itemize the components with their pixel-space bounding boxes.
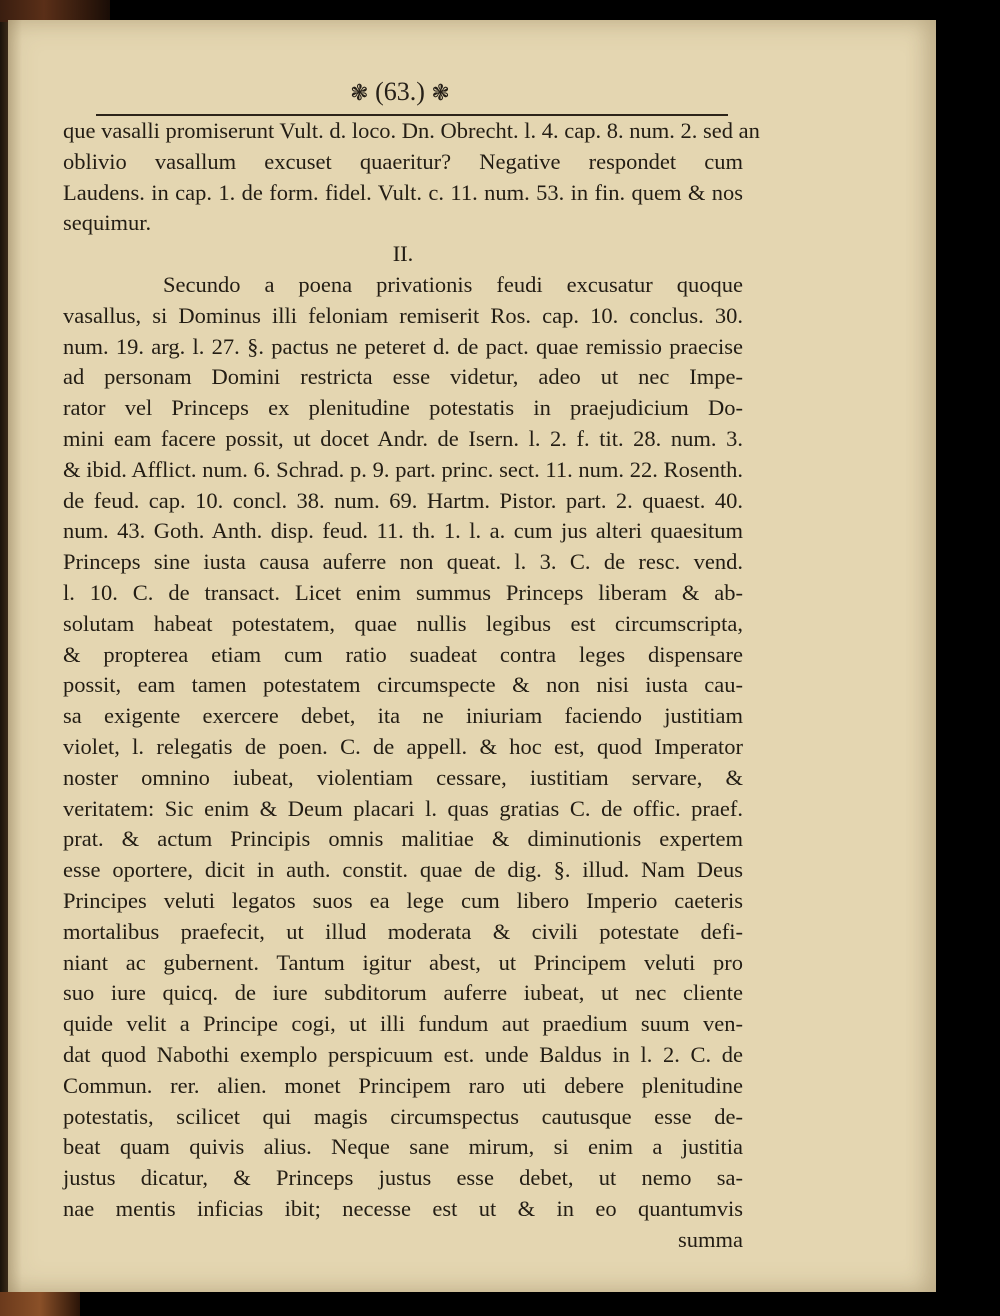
text-line: Princeps sine iusta causa auferre non queat. l. 3. C. de resc. vend. — [63, 549, 743, 575]
text-line: de feud. cap. 10. concl. 38. num. 69. Hartm. Pistor. part. 2. quaest. 40. — [63, 487, 743, 513]
text-line: num. 19. arg. l. 27. §. pactus ne peteret d. de pact. quae remissio praecise — [63, 333, 743, 359]
paragraph-main — [63, 270, 743, 1225]
text-line: rator vel Princeps ex plenitudine potestatis in praejudicium Do- — [63, 395, 743, 421]
text-line: veritatem: Sic enim & Deum placari l. quas gratias C. de offic. praef. — [63, 795, 743, 821]
text-line: vasallus, si Dominus illi feloniam remiserit Ros. cap. 10. conclus. 30. — [63, 302, 743, 328]
text-line: violet, l. relegatis de poen. C. de appell. & hoc est, quod Imperator — [63, 733, 743, 759]
text-line: solutam habeat potestatem, quae nullis legibus est circumscripta, — [63, 610, 743, 636]
text-line: mini eam facere possit, ut docet Andr. de Isern. l. 2. f. tit. 28. num. 3. — [63, 425, 743, 451]
text-line: Commun. rer. alien. monet Principem raro uti debere plenitudine — [63, 1072, 743, 1098]
text-line: noster omnino iubeat, violentiam cessare, iustitiam servare, & — [63, 764, 743, 790]
book-edge-top — [0, 0, 110, 22]
text-line: prat. & actum Principis omnis malitiae & diminutionis expertem — [63, 826, 743, 852]
book-spine — [0, 22, 8, 1292]
text-line: mortalibus praefecit, ut illud moderata & civili potestate defi- — [63, 918, 743, 944]
text-line: esse oportere, dicit in auth. constit. quae de dig. §. illud. Nam Deus — [63, 857, 743, 883]
page-body — [63, 116, 760, 1255]
text-line: beat quam quivis alius. Neque sane mirum, si enim a justitia — [63, 1134, 743, 1160]
page-number: (63.) — [375, 77, 425, 106]
flower-ornament-icon: ❃ — [431, 80, 450, 105]
text-line: sequimur. — [63, 210, 152, 236]
text-line: dat quod Nabothi exemplo perspicuum est. unde Baldus in l. 2. C. de — [63, 1041, 743, 1067]
text-line: nae mentis inficias ibit; necesse est ut & in eo quantumvis — [63, 1195, 743, 1221]
text-line: Principes veluti legatos suos ea lege cum libero Imperio caeteris — [63, 887, 743, 913]
text-line: suo iure quicq. de iure subditorum auferre iubeat, ut nec cliente — [63, 980, 743, 1006]
text-line: possit, eam tamen potestatem circumspecte & non nisi iusta cau- — [63, 672, 743, 698]
text-line: oblivio vasallum excuset quaeritur? Negative respondet cum — [63, 148, 743, 174]
text-line: ad personam Domini restricta esse videtur, adeo ut nec Impe- — [63, 364, 743, 390]
text-line: justus dicatur, & Princeps justus esse debet, ut nemo sa- — [63, 1165, 743, 1191]
section-heading — [63, 239, 743, 270]
text-line: sa exigente exercere debet, ita ne iniuriam faciendo justitiam — [63, 703, 743, 729]
text-line: niant ac gubernent. Tantum igitur abest, ut Principem veluti pro — [63, 949, 743, 975]
text-line: & propterea etiam cum ratio suadeat contra leges dispensare — [63, 641, 743, 667]
page-fold-shadow — [8, 20, 22, 1292]
book-edge-bottom — [0, 1292, 80, 1316]
flower-ornament-icon: ❃ — [350, 80, 369, 105]
text-line: l. 10. C. de transact. Licet enim summus Princeps liberam & ab- — [63, 579, 743, 605]
text-line: potestatis, scilicet qui magis circumspectus cautusque esse de- — [63, 1103, 743, 1129]
section-number: II. — [392, 241, 414, 267]
text-line: Laudens. in cap. 1. de form. fidel. Vult. c. 11. num. 53. in fin. quem & nos — [63, 179, 743, 205]
text-line: quide velit a Principe cogi, ut illi fundum aut praedium suum ven- — [63, 1011, 743, 1037]
text-line: que vasalli promiserunt Vult. d. loco. Dn. Obrecht. l. 4. cap. 8. num. 2. sed an — [63, 118, 760, 143]
paragraph-continuation — [63, 116, 760, 239]
text-line: Secundo a poena privationis feudi excusatur quoque — [163, 271, 743, 297]
page-header — [330, 76, 470, 108]
text-line: num. 43. Goth. Anth. disp. feud. 11. th. 1. l. a. cum jus alteri quaesitum — [63, 518, 743, 544]
text-line: & ibid. Afflict. num. 6. Schrad. p. 9. part. princ. sect. 11. num. 22. Rosenth. — [63, 456, 743, 482]
book-page — [8, 20, 936, 1292]
catchword-block — [63, 1225, 743, 1256]
catchword: summa — [678, 1226, 743, 1252]
